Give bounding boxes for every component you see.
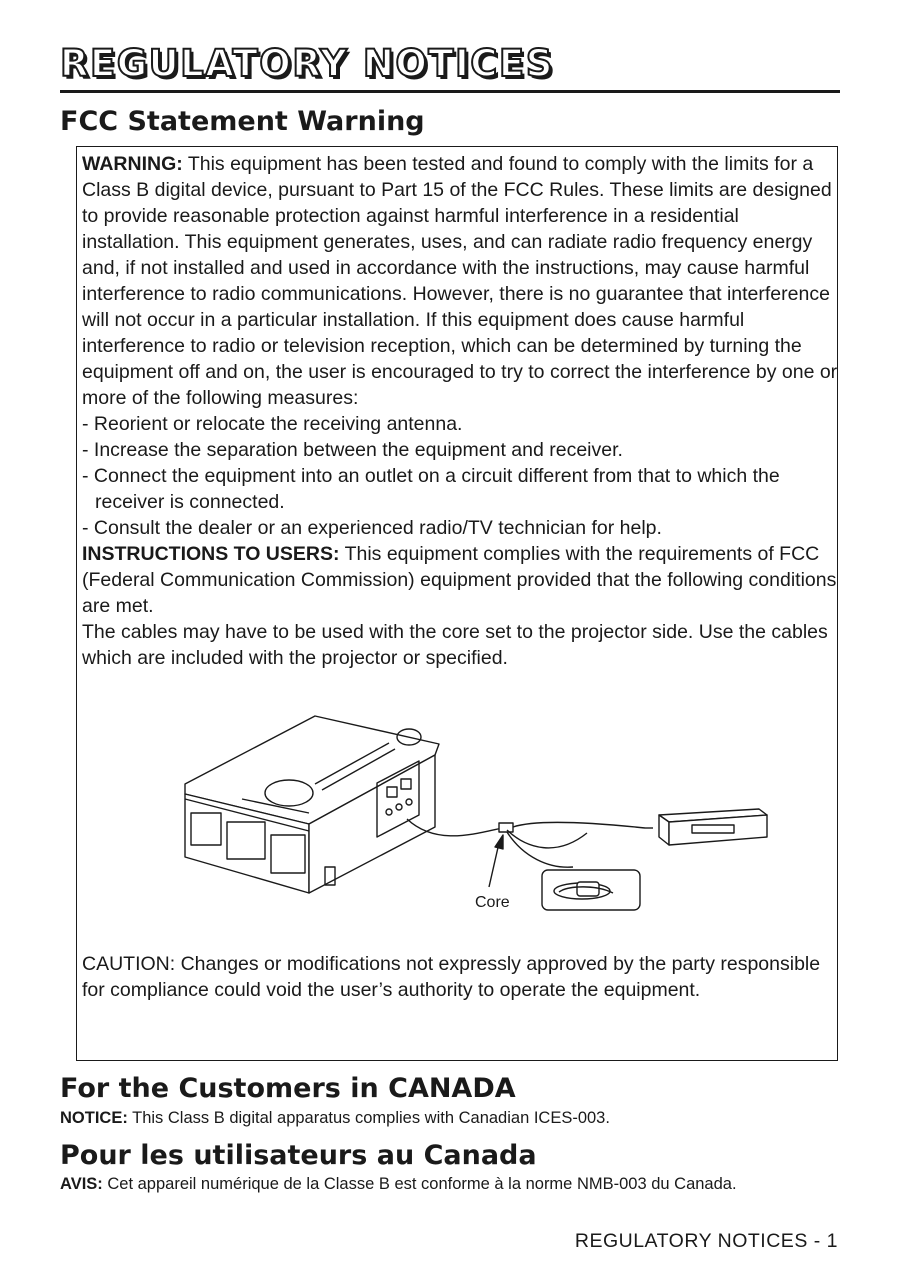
canada-heading: For the Customers in CANADA <box>60 1073 516 1104</box>
avis-body: Cet appareil numérique de la Classe B est conforme à la norme NMB-003 du Canada. <box>102 1175 737 1193</box>
canada-french-notice <box>60 1174 840 1195</box>
measure-item: - Consult the dealer or an experienced radio/TV technician for help. <box>82 517 662 539</box>
fcc-warning-text <box>82 151 838 671</box>
core-label: Core <box>475 894 510 911</box>
notice-label: NOTICE: <box>60 1109 128 1127</box>
instructions-paragraph <box>82 541 838 619</box>
page-footer: REGULATORY NOTICES - 1 <box>574 1230 838 1252</box>
title-divider <box>60 90 840 93</box>
measure-item: - Increase the separation between the equipment and receiver. <box>82 439 623 461</box>
notice-body: This Class B digital apparatus complies with Canadian ICES-003. <box>127 1109 610 1127</box>
measure-item: - Reorient or relocate the receiving antenna. <box>82 413 463 435</box>
projector-cable-illustration <box>177 707 797 917</box>
measure-item: - Connect the equipment into an outlet on a circuit different from that to which the receiver is connected. <box>82 465 780 513</box>
canada-french-heading: Pour les utilisateurs au Canada <box>60 1140 537 1171</box>
fcc-heading: FCC Statement Warning <box>60 106 425 137</box>
instructions-label: INSTRUCTIONS TO USERS: <box>82 543 340 565</box>
warning-label: WARNING: <box>82 153 183 175</box>
canada-notice <box>60 1108 840 1129</box>
avis-label: AVIS: <box>60 1175 103 1193</box>
caution-paragraph: CAUTION: Changes or modifications not expressly approved by the party responsible for compliance could void the user’s authority to operate the equipment. <box>82 953 821 1001</box>
cables-paragraph: The cables may have to be used with the core set to the projector side. Use the cables which are included with the projector or specified. <box>82 621 828 669</box>
caution-text <box>82 951 834 1003</box>
warning-paragraph <box>82 151 838 411</box>
instructions-body: This equipment complies with the requirements of FCC (Federal Communication Commission) equipment provided that the following conditions are met. <box>82 543 837 617</box>
fcc-warning-box <box>76 146 838 1061</box>
page-title: REGULATORY NOTICES <box>60 42 554 85</box>
warning-body: This equipment has been tested and found to comply with the limits for a Class B digital device, pursuant to Part 15 of the FCC Rules. These limits are designed to provide reasonable protection against harmful interference in a residential installation. This equipment generates, uses, and can radiate radio frequency energy and, if not installed and used in accordance with the instructions, may cause harmful interference to radio communications. However, there is no guarantee that interference will not occur in a particular installation. If this equipment does cause harmful interference to radio or television reception, which can be determined by turning the equipment off and on, the user is encouraged to try to correct the interference by one or more of the following measures: <box>82 153 838 409</box>
